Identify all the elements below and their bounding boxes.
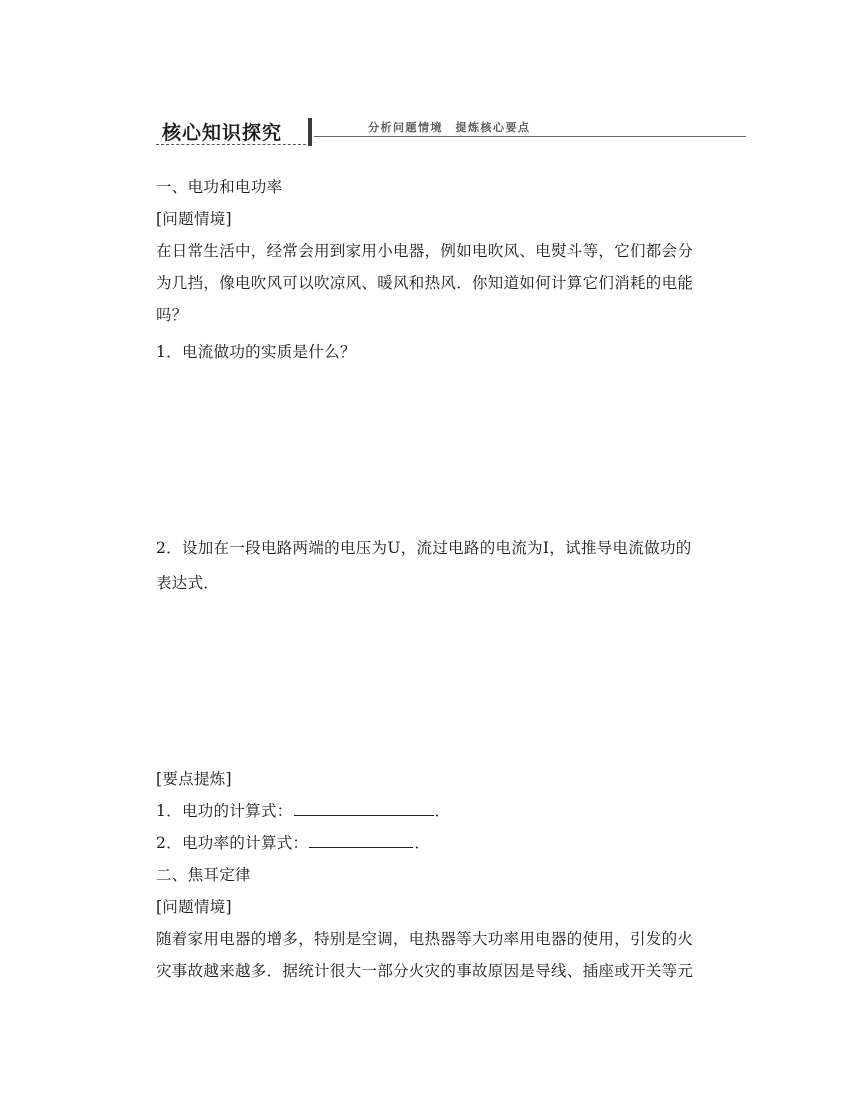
section1-context-line-1: 在日常生活中，经常会用到家用小电器，例如电吹风、电熨斗等，它们都会分 (156, 242, 694, 260)
section2-heading: 二、焦耳定律 (156, 866, 251, 884)
keypoint-1-blank[interactable] (294, 801, 434, 816)
section1-heading: 一、电功和电功率 (156, 178, 283, 196)
keypoint-2 (156, 833, 430, 853)
banner-title: 核心知识探究 (162, 122, 283, 144)
banner-subtitle: 分析问题情境 提炼核心要点 (368, 121, 531, 134)
keypoint-2-label: 2．电功率的计算式： (156, 834, 309, 852)
keypoints-label: [要点提炼] (156, 770, 232, 788)
banner-rule (314, 136, 746, 137)
keypoint-1 (156, 801, 450, 821)
keypoint-1-label: 1．电功的计算式： (156, 802, 293, 820)
section2-context-line-2: 灾事故越来越多．据统计很大一部分火灾的事故原因是导线、插座或开关等元 (156, 962, 694, 980)
section1-context-line-2: 为几挡，像电吹风可以吹凉风、暖风和热风．你知道如何计算它们消耗的电能 (156, 274, 694, 292)
keypoint-1-end: ． (434, 802, 451, 820)
banner-divider-bar (308, 118, 312, 146)
question-1: 1．电流做功的实质是什么？ (156, 343, 356, 361)
section1-context-line-3: 吗？ (156, 306, 188, 324)
section-banner (156, 114, 746, 152)
section2-context-label: [问题情境] (156, 898, 232, 916)
section2-context-line-1: 随着家用电器的增多，特别是空调，电热器等大功率用电器的使用，引发的火 (156, 930, 694, 948)
question-2-line-1: 2．设加在一段电路两端的电压为U，流过电路的电流为I，试推导电流做功的 (156, 539, 692, 557)
question-2-line-2: 表达式． (156, 574, 220, 592)
section1-context-label: [问题情境] (156, 210, 232, 228)
banner-dashed-underline (156, 144, 306, 145)
keypoint-2-blank[interactable] (309, 833, 413, 848)
keypoint-2-end: ． (414, 834, 431, 852)
